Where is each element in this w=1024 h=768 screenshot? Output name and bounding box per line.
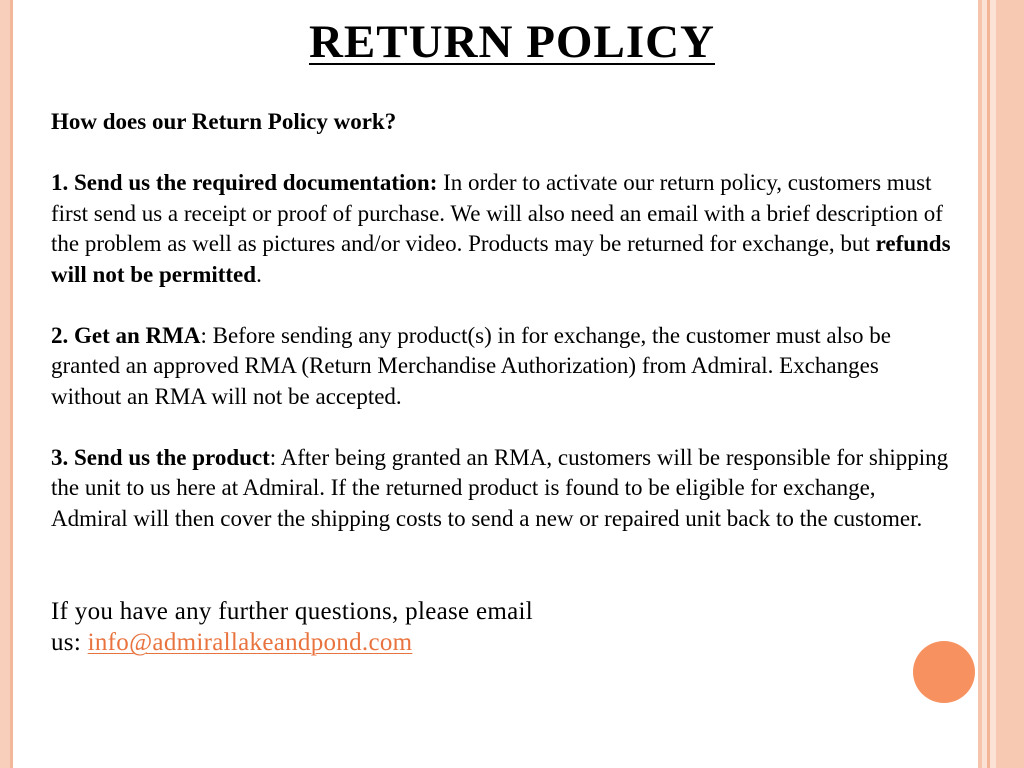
step-3-heading: 3. Send us the product	[51, 444, 270, 470]
policy-body	[51, 107, 951, 534]
contact-prefix: us:	[51, 629, 88, 656]
step-1-emphasis: refunds will not be permitted	[51, 231, 951, 287]
page-title	[0, 14, 1024, 70]
paragraph-gap	[51, 290, 951, 321]
intro-question-text: How does our Return Policy work?	[51, 109, 397, 134]
step-1-heading: 1. Send us the required documentation:	[51, 170, 438, 195]
left-border-stripe	[0, 0, 10, 768]
step-3-body: : After being granted an RMA, customers will be responsible for shipping the unit to us here at Admiral. If the returned product is found to be eligible for exchange, Admiral will then cover the shipping costs to send a new or repaired unit back to the customer.	[51, 444, 949, 531]
paragraph-gap	[51, 138, 951, 169]
step-2	[51, 321, 951, 413]
contact-line: If you have any further questions, please email	[51, 598, 533, 625]
step-1-end: .	[256, 261, 262, 287]
email-link[interactable]: info@admirallakeandpond.com	[87, 629, 413, 656]
step-1-body: In order to activate our return policy, customers must first send us a receipt or proof of purchase. We will also need an email with a brief description of the problem as well as pictures and/or video. Products may be returned for exchange, but	[51, 170, 943, 256]
contact-note	[51, 596, 671, 658]
step-2-heading: 2. Get an RMA	[51, 322, 201, 348]
left-border-stripe-inner	[10, 0, 13, 768]
intro-question	[51, 107, 951, 138]
step-2-body: : Before sending any product(s) in for exchange, the customer must also be granted an approved RMA (Return Merchandise Authorization) from Admiral. Exchanges without an RMA will not be accepted.	[51, 322, 891, 409]
step-1	[51, 168, 951, 290]
step-3	[51, 443, 951, 535]
right-border-stripe-5	[996, 0, 1024, 768]
page-title-text: RETURN POLICY	[308, 16, 715, 68]
paragraph-gap	[51, 412, 951, 443]
decorative-circle	[913, 641, 975, 703]
